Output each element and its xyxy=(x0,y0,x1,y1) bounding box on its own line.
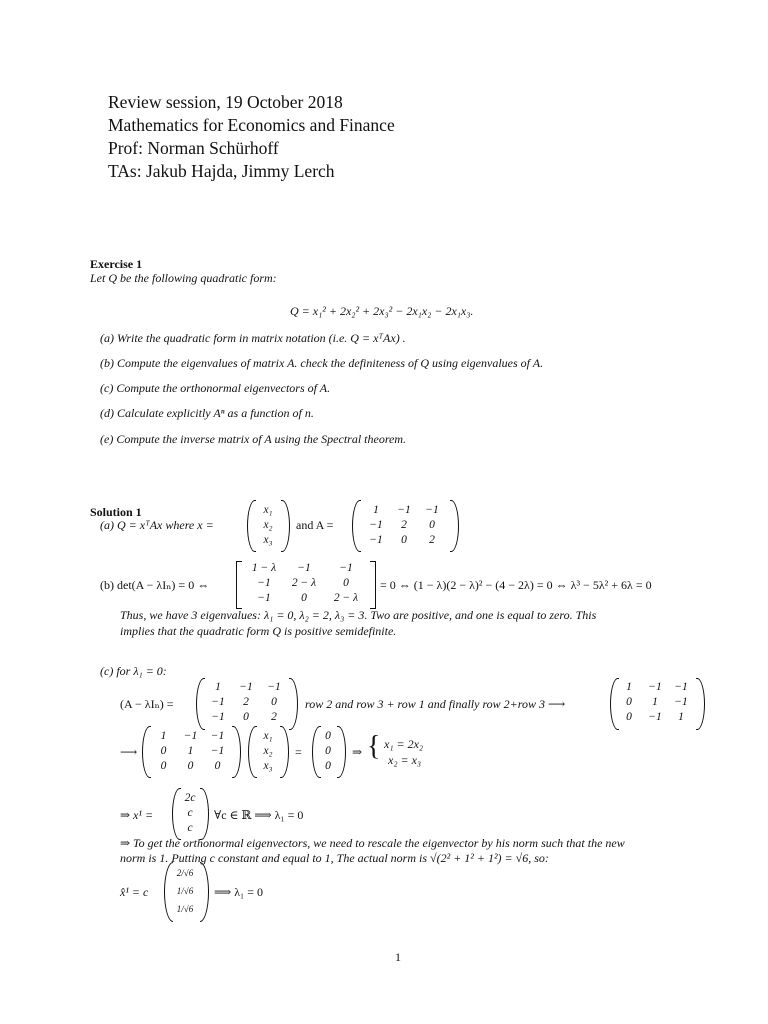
c-hat-entry: 1/√6 xyxy=(176,886,194,896)
c-m3-entry: −1 xyxy=(210,745,225,757)
solution-c-equals: = xyxy=(295,745,302,759)
det-right-bracket xyxy=(370,561,376,609)
c-m3-entry: 0 xyxy=(160,760,167,772)
c-m2-entry: 1 xyxy=(678,711,684,723)
a-matrix-entry: 0 xyxy=(401,534,407,546)
c-x-vector-entry: x₂ xyxy=(263,745,273,757)
a-matrix-left-paren xyxy=(352,500,361,552)
c-xvec-right-paren xyxy=(280,726,289,778)
det-matrix-entry: 0 xyxy=(343,577,349,589)
c-m2-entry: 1 xyxy=(626,681,632,693)
exercise-item-e: (e) Compute the inverse matrix of A using the Spectral theorem. xyxy=(100,432,407,446)
c-hat-vector xyxy=(170,864,200,918)
c-zero-vector xyxy=(320,729,336,774)
c-vec-entry: c xyxy=(187,822,193,834)
system-eq-2: x₂ = x₃ xyxy=(388,753,422,767)
solution-c-row-ops: row 2 and row 3 + row 1 and finally row 2+row 3 ⟶ xyxy=(305,697,566,711)
c-m1-entry: 2 xyxy=(243,696,249,708)
solution-b-rhs: = 0 ⇔ (1 − λ)(2 − λ)² − (4 − 2λ) = 0 ⇔ λ³ − 5λ² + 6λ = 0 xyxy=(380,578,652,592)
solution-b-thus-1: Thus, we have 3 eigenvalues: λ₁ = 0, λ₂ = 2, λ₃ = 3. Two are positive, and one is equal to zero. This xyxy=(120,608,597,622)
c-m1-entry: 0 xyxy=(243,711,249,723)
x-vector xyxy=(256,503,280,548)
system-brace: { xyxy=(367,731,381,762)
c-vec-entry: 2c xyxy=(184,792,196,804)
c-m2-right-paren xyxy=(696,678,705,730)
c-m2-entry: −1 xyxy=(674,681,688,693)
c-m2-entry: −1 xyxy=(648,681,662,693)
a-matrix-entry: 2 xyxy=(401,519,407,531)
a-matrix-entry: 2 xyxy=(429,534,435,546)
det-matrix xyxy=(244,561,368,606)
c-m3-entry: 1 xyxy=(187,745,194,757)
x-vector-left-paren xyxy=(247,500,256,552)
c-m3-entry: 0 xyxy=(214,760,221,772)
a-matrix-entry: 1 xyxy=(373,504,379,516)
solution-c-xhat: x̂¹ = c xyxy=(120,885,149,899)
c-zero-entry: 0 xyxy=(325,760,331,772)
a-matrix-right-paren xyxy=(450,500,459,552)
c-hat-entry: 1/√6 xyxy=(176,904,194,914)
c-vec-entry: c xyxy=(187,807,193,819)
solution-c-for: (c) for λ₁ = 0: xyxy=(100,664,167,678)
det-matrix-entry: −1 xyxy=(257,592,271,604)
solution-title: Solution 1 xyxy=(90,505,142,519)
c-m3-entry: −1 xyxy=(183,730,198,742)
det-left-bracket xyxy=(236,561,242,609)
c-eigen-vector xyxy=(180,791,200,836)
c-m3-entry: 0 xyxy=(160,745,167,757)
solution-c-arrow: ⟶ xyxy=(120,745,138,759)
solution-a-and: and A = xyxy=(296,518,334,532)
c-m3-entry: 0 xyxy=(187,760,194,772)
det-matrix-entry: 2 − λ xyxy=(333,592,359,604)
a-matrix xyxy=(362,503,446,548)
exercise-item-a: (a) Write the quadratic form in matrix notation (i.e. Q = xᵀAx) . xyxy=(100,331,406,345)
a-matrix-entry: −1 xyxy=(397,504,411,516)
c-matrix-3 xyxy=(150,729,231,774)
c-m1-entry: 0 xyxy=(271,696,277,708)
exercise-item-b: (b) Compute the eigenvalues of matrix A. check the definiteness of Q using eigenvalues of A. xyxy=(100,356,544,370)
c-x-vector-entry: x₃ xyxy=(263,760,273,772)
c-vec-right-paren xyxy=(200,788,209,840)
a-matrix-entry: −1 xyxy=(425,504,439,516)
det-matrix-entry: 2 − λ xyxy=(291,577,317,589)
c-zero-right-paren xyxy=(337,726,346,778)
x-vector-entry: x₂ xyxy=(263,519,273,531)
c-m3-entry: −1 xyxy=(210,730,225,742)
c-hat-right-paren xyxy=(200,862,209,922)
x-vector-entry: x₁ xyxy=(263,504,273,516)
c-m1-entry: 2 xyxy=(271,711,277,723)
solution-b-thus-2: implies that the quadratic form Q is positive semidefinite. xyxy=(120,624,397,638)
c-m1-entry: −1 xyxy=(211,711,225,723)
a-matrix-entry: 0 xyxy=(429,519,435,531)
c-m2-entry: −1 xyxy=(648,711,662,723)
c-hat-entry: 2/√6 xyxy=(176,868,194,878)
exercise-intro: Let Q be the following quadratic form: xyxy=(90,271,277,285)
solution-c-lhs: (A − λIₙ) = xyxy=(120,697,174,711)
c-zero-entry: 0 xyxy=(325,745,331,757)
det-matrix-entry: −1 xyxy=(297,562,311,574)
solution-b-lhs: (b) det(A − λIₙ) = 0 ⇔ xyxy=(100,578,210,592)
c-m2-entry: 0 xyxy=(626,711,632,723)
exercise-item-d: (d) Calculate explicitly Aⁿ as a function of n. xyxy=(100,406,314,420)
c-m2-entry: 0 xyxy=(626,696,632,708)
c-matrix-2 xyxy=(616,680,694,725)
solution-c-implies: ⇒ xyxy=(352,745,363,759)
c-zero-entry: 0 xyxy=(325,730,331,742)
header-line-2: Mathematics for Economics and Finance xyxy=(108,115,395,135)
c-m1-entry: −1 xyxy=(239,681,253,693)
system-eq-1: x₁ = 2x₂ xyxy=(384,737,424,751)
exercise-formula: Q = x₁² + 2x₂² + 2x₃² − 2x₁x₂ − 2x₁x₃. xyxy=(290,304,474,318)
c-m2-entry: 1 xyxy=(652,696,658,708)
exercise-item-c: (c) Compute the orthonormal eigenvectors of A. xyxy=(100,381,331,395)
header-line-4: TAs: Jakub Hajda, Jimmy Lerch xyxy=(108,161,335,181)
solution-c-hat-result: ⟹ λ₁ = 0 xyxy=(214,885,263,899)
c-m3-entry: 1 xyxy=(160,730,167,742)
x-vector-entry: x₃ xyxy=(263,534,273,546)
solution-c-x1: ⇒ x¹ = xyxy=(120,808,154,822)
det-matrix-entry: −1 xyxy=(257,577,271,589)
c-m1-right-paren xyxy=(289,678,298,730)
a-matrix-entry: −1 xyxy=(369,519,383,531)
c-m1-entry: −1 xyxy=(267,681,281,693)
solution-c-norm-1: ⇒ To get the orthonormal eigenvectors, we need to rescale the eigenvector by his norm such that the new xyxy=(120,836,625,850)
det-matrix-entry: 0 xyxy=(301,592,307,604)
c-matrix-1 xyxy=(204,680,288,725)
c-x-vector-entry: x₁ xyxy=(263,730,273,742)
det-matrix-entry: −1 xyxy=(339,562,353,574)
header-line-3: Prof: Norman Schürhoff xyxy=(108,138,279,158)
a-matrix-entry: −1 xyxy=(369,534,383,546)
solution-c-norm-2: norm is 1. Putting c constant and equal to 1, The actual norm is √(2² + 1² + 1²) = √6, so: xyxy=(120,851,549,865)
det-matrix-entry: 1 − λ xyxy=(251,562,277,574)
c-x-vector xyxy=(256,729,280,774)
header-line-1: Review session, 19 October 2018 xyxy=(108,92,343,112)
solution-a-text: (a) Q = xᵀAx where x = xyxy=(100,518,214,532)
c-m1-entry: −1 xyxy=(211,696,225,708)
c-m2-entry: −1 xyxy=(674,696,688,708)
c-m3-right-paren xyxy=(232,726,241,778)
exercise-title: Exercise 1 xyxy=(90,257,143,271)
solution-c-forall: ∀c ∈ ℝ ⟹ λ₁ = 0 xyxy=(214,808,304,822)
x-vector-right-paren xyxy=(281,500,290,552)
c-m1-entry: 1 xyxy=(215,681,221,693)
page-number: 1 xyxy=(395,950,401,964)
